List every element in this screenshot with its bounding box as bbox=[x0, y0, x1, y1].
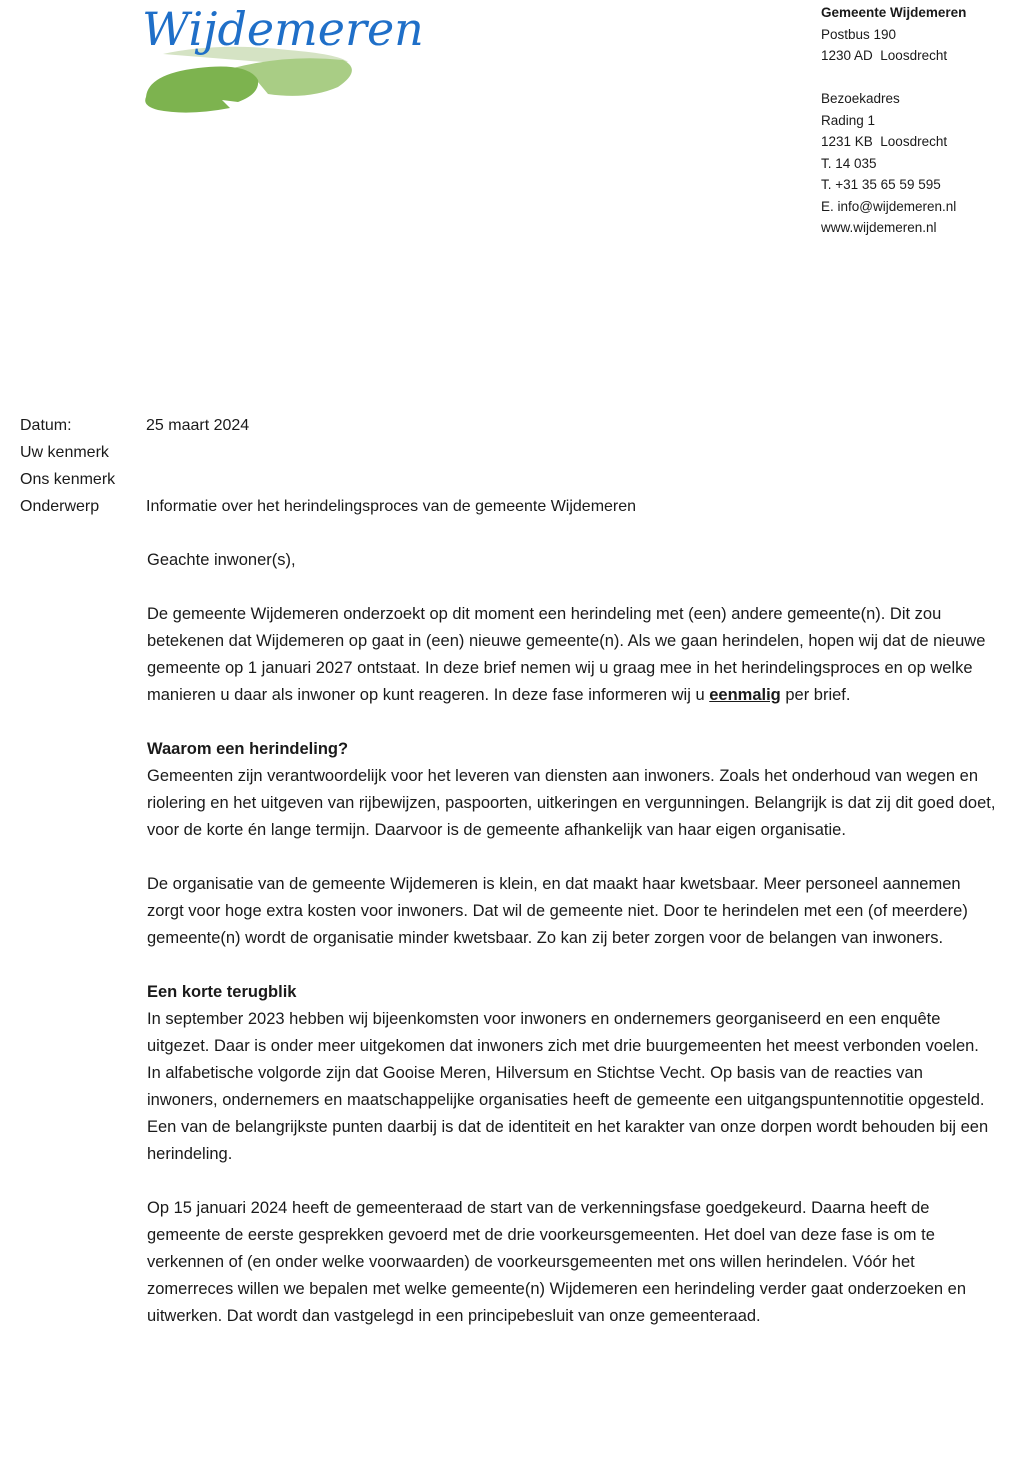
section-heading: Waarom een herindeling? bbox=[147, 740, 349, 758]
visit-line: Rading 1 bbox=[821, 112, 876, 128]
sender-address-block bbox=[821, 2, 966, 239]
meta-label: Datum: bbox=[20, 417, 72, 434]
phone-full: T. +31 35 65 59 595 bbox=[821, 177, 941, 192]
meta-row-our-reference bbox=[20, 466, 636, 493]
meta-label: Ons kenmerk bbox=[20, 471, 116, 488]
meta-value: Informatie over het herindelingsproces van de gemeente Wijdemeren bbox=[146, 498, 637, 515]
salutation: Geachte inwoner(s), bbox=[147, 551, 296, 569]
section-why-merger bbox=[147, 736, 997, 952]
section-retrospective bbox=[147, 979, 997, 1330]
postal-line: Postbus 190 bbox=[821, 26, 897, 42]
meta-row-subject bbox=[20, 493, 636, 520]
logo-text: Wijdemeren bbox=[142, 2, 424, 56]
postal-line: 1230 AD Loosdrecht bbox=[821, 48, 948, 63]
emphasis-once: eenmalig bbox=[709, 686, 781, 704]
intro-text: De gemeente Wijdemeren onderzoekt op dit moment een herindeling met (een) andere gemeente(n). Dit zou betekenen dat Wijdemeren op gaat in (een) nieuwe gemeente(n). Als we gaan herindelen, hopen wij dat de nieuwe gemeente op 1 januari 2027 ontstaat. In deze brief nemen wij u graag mee in het herindelingsproces en op welke manieren u daar als inwoner op kunt reageren. In deze fase informeren wij u bbox=[147, 605, 986, 704]
meta-value: 25 maart 2024 bbox=[146, 417, 250, 434]
intro-text-end: per brief. bbox=[780, 686, 851, 704]
visit-address-label: Bezoekadres bbox=[821, 91, 900, 106]
sender-organisation: Gemeente Wijdemeren bbox=[821, 5, 967, 20]
section-paragraph: De organisatie van de gemeente Wijdemeren is klein, en dat maakt haar kwetsbaar. Meer personeel aannemen zorgt voor hoge extra kosten voor inwoners. Dat wil de gemeente niet. Door te herindelen met een (of meerdere) gemeente(n) wordt de organisatie minder kwetsbaar. Zo kan zij beter zorgen voor de belangen van inwoners. bbox=[147, 875, 968, 947]
visit-line: 1231 KB Loosdrecht bbox=[821, 134, 948, 149]
meta-label: Uw kenmerk bbox=[20, 444, 109, 461]
section-paragraph: In september 2023 hebben wij bijeenkomsten voor inwoners en ondernemers georganiseerd en een enquête uitgezet. Daar is onder meer uitgekomen dat inwoners zich met drie buurgemeenten het meest verbonden voelen. In alfabetische volgorde zijn dat Gooise Meren, Hilversum en Stichtse Vecht. Op basis van de reacties van inwoners, ondernemers en maatschappelijke organisaties heeft de gemeente een uitgangspuntennotitie opgesteld. Een van de belangrijkste punten daarbij is dat de identiteit en het karakter van onze dorpen wordt behouden bij een herindeling. bbox=[147, 1010, 989, 1163]
email-link[interactable]: E. info@wijdemeren.nl bbox=[821, 198, 957, 214]
letter-body bbox=[147, 547, 997, 1357]
meta-row-your-reference bbox=[20, 439, 636, 466]
meta-row-date bbox=[20, 412, 636, 439]
website-link[interactable]: www.wijdemeren.nl bbox=[821, 220, 937, 235]
meta-label: Onderwerp bbox=[20, 498, 100, 515]
section-heading: Een korte terugblik bbox=[147, 983, 297, 1001]
phone-short: T. 14 035 bbox=[821, 155, 877, 171]
section-paragraph: Op 15 januari 2024 heeft de gemeenteraad de start van de verkenningsfase goedgekeurd. Daarna heeft de gemeente de eerste gesprekken gevoerd met de drie voorkeursgemeenten. Het doel van deze fase is om te verkennen of (en onder welke voorwaarden) de voorkeursgemeenten met ons willen herindelen. Vóór het zomerreces willen we bepalen met welke gemeente(n) Wijdemeren een herindeling verder gaat onderzoeken en uitwerken. Dat wordt dan vastgelegd in een principebesluit van onze gemeenteraad. bbox=[147, 1199, 967, 1325]
wijdemeren-logo bbox=[138, 2, 424, 117]
section-paragraph: Gemeenten zijn verantwoordelijk voor het leveren van diensten aan inwoners. Zoals het onderhoud van wegen en riolering en het uitgeven van rijbewijzen, paspoorten, uitkeringen en vergunningen. Belangrijk is dat zij dit goed doet, voor de korte én lange termijn. Daarvoor is de gemeente afhankelijk van haar eigen organisatie. bbox=[147, 767, 996, 839]
letter-metadata bbox=[20, 412, 636, 520]
intro-paragraph bbox=[147, 601, 997, 709]
